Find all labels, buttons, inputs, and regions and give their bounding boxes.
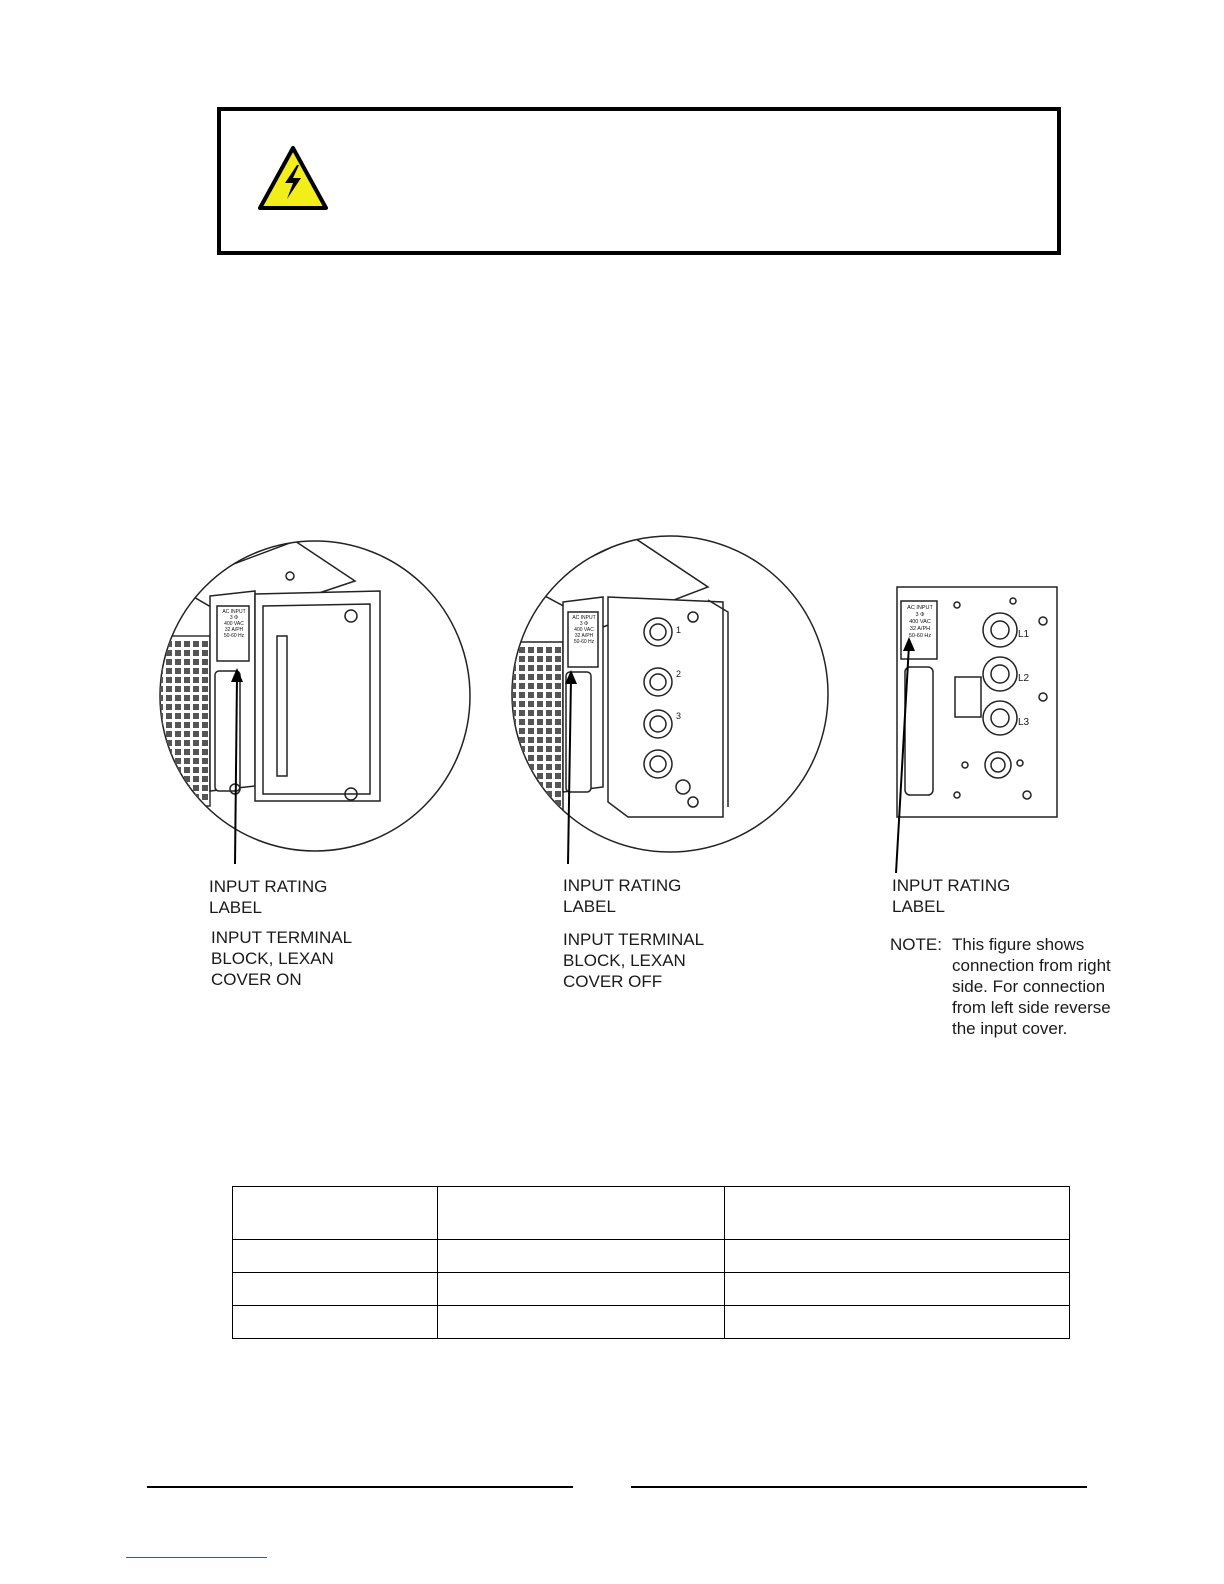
vent-slot [175,677,181,683]
vent-slot [175,794,181,800]
vent-slot [519,782,525,788]
vent-slot [175,704,181,710]
vent-slot [510,755,516,761]
vent-slot [193,704,199,710]
vent-slot [175,749,181,755]
vent-slot [202,767,208,773]
vent-slot [537,719,543,725]
vent-slot [193,740,199,746]
vent-slot [519,710,525,716]
vent-slot [157,785,163,791]
vent-slot [555,674,561,680]
vent-slot [546,719,552,725]
vent-slot [166,713,172,719]
vent-slot [166,695,172,701]
table-cell [233,1273,438,1306]
vent-slot [519,647,525,653]
vent-slot [537,764,543,770]
vent-slot [193,758,199,764]
caption-terminal-block-2: INPUT TERMINAL BLOCK, LEXAN COVER OFF [563,930,705,991]
vent-slot [546,728,552,734]
vent-slot [175,713,181,719]
table-cell [438,1273,725,1306]
vent-slot [184,686,190,692]
vent-slot [193,695,199,701]
vent-slot [519,800,525,806]
vent-slot [157,650,163,656]
vent-slot [537,701,543,707]
vent-slot [184,695,190,701]
vent-slot [157,740,163,746]
vent-slot [175,785,181,791]
vent-slot [202,704,208,710]
vent-slot [528,683,534,689]
vent-slot [193,749,199,755]
terminal-label-l2: L2 [1018,673,1030,684]
figure-note [890,934,1130,1039]
vent-slot [546,710,552,716]
vent-slot [555,764,561,770]
vent-slot [166,659,172,665]
vent-slot [157,713,163,719]
vent-slot [166,686,172,692]
terminal-number-1: 1 [676,625,682,635]
figure-cover-on [155,536,475,866]
vent-slot [193,659,199,665]
vent-slot [202,785,208,791]
footer-rule-right [631,1486,1087,1488]
vent-slot [193,767,199,773]
vent-slot [193,713,199,719]
table-cell [233,1240,438,1273]
vent-slot [157,767,163,773]
vent-slot [175,641,181,647]
vent-slot [528,764,534,770]
vent-slot [202,758,208,764]
vent-slot [519,719,525,725]
vent-slot [519,701,525,707]
vent-slot [184,722,190,728]
terminal-label-l1: L1 [1018,629,1030,640]
table-cell [233,1187,438,1240]
vent-slot [202,731,208,737]
vent-slot [510,701,516,707]
vent-slot [193,731,199,737]
vent-slot [510,791,516,797]
vent-slot [166,704,172,710]
vent-slot [528,710,534,716]
terminal-number-3: 3 [676,711,682,721]
vent-slot [546,647,552,653]
vent-slot [166,767,172,773]
vent-slot [157,794,163,800]
vent-slot [528,674,534,680]
table-cell [725,1306,1070,1339]
vent-slot [157,641,163,647]
table-cell [438,1187,725,1240]
vent-slot [184,767,190,773]
vent-slot [175,695,181,701]
vent-slot [537,800,543,806]
vent-slot [546,665,552,671]
vent-slot [546,701,552,707]
high-voltage-warning-icon [257,145,329,211]
figure-cover-off [508,532,833,867]
table-row [233,1273,1070,1306]
vent-slot [193,641,199,647]
vent-slot [555,647,561,653]
vent-slot [175,776,181,782]
vent-slot [184,713,190,719]
footer-rule-left [147,1486,573,1488]
vent-slot [157,776,163,782]
vent-slot [528,701,534,707]
vent-slot [510,764,516,770]
vent-slot [166,776,172,782]
vent-slot [510,728,516,734]
vent-slot [546,656,552,662]
vent-slot [510,773,516,779]
vent-slot [166,677,172,683]
vent-slot [202,650,208,656]
vent-slot [184,659,190,665]
vent-slot [202,695,208,701]
vent-slot [528,791,534,797]
vent-slot [175,659,181,665]
vent-slot [519,764,525,770]
vent-slot [510,737,516,743]
vent-slot [519,791,525,797]
vent-slot [184,641,190,647]
vent-slot [546,773,552,779]
vent-slot [175,758,181,764]
vent-slot [193,686,199,692]
vent-slot [157,731,163,737]
vent-slot [537,656,543,662]
vent-slot [166,668,172,674]
vent-slot [175,686,181,692]
vent-slot [555,737,561,743]
vent-slot [202,677,208,683]
note-text: This figure shows connection from right side. For connection from left side reverse the input cover. [952,935,1111,1038]
vent-slot [193,776,199,782]
rating-label-fig1: AC INPUT 3 Φ 400 VAC 32 A/PH 50-60 Hz [222,609,246,639]
vent-slot [202,659,208,665]
vent-slot [537,683,543,689]
vent-slot [157,749,163,755]
vent-slot [175,740,181,746]
vent-slot [519,737,525,743]
vent-slot [555,782,561,788]
vent-slot [537,710,543,716]
table-row [233,1187,1070,1240]
spec-table [232,1186,1070,1339]
caption-rating-label-2: INPUT RATING LABEL [563,876,682,916]
vent-slot [184,731,190,737]
terminal-label-l3: L3 [1018,717,1030,728]
vent-slot [193,677,199,683]
vent-slot [546,764,552,770]
vent-slot [184,677,190,683]
vent-slot [157,758,163,764]
vent-slot [537,791,543,797]
vent-slot [555,692,561,698]
vent-slot [546,737,552,743]
vent-slot [510,782,516,788]
rating-label-fig2: AC INPUT 3 Φ 400 VAC 32 A/PH 50-60 Hz [572,615,596,645]
vent-slot [510,683,516,689]
caption-terminal-block-1: INPUT TERMINAL BLOCK, LEXAN COVER ON [211,928,353,989]
vent-slot [202,749,208,755]
vent-slot [555,728,561,734]
vent-slot [528,782,534,788]
warning-box [217,107,1061,255]
caption-rating-label-3: INPUT RATING LABEL [892,876,1011,916]
vent-slot [519,665,525,671]
vent-slot [546,800,552,806]
vent-slot [184,668,190,674]
vent-slot [166,722,172,728]
vent-slot [175,722,181,728]
table-row [233,1306,1070,1339]
vent-slot [519,683,525,689]
vent-slot [528,656,534,662]
vent-slot [166,650,172,656]
vent-slot [202,794,208,800]
vent-slot [184,758,190,764]
vent-slot [184,650,190,656]
vent-slot [537,746,543,752]
vent-slot [166,758,172,764]
vent-slot [510,719,516,725]
terminal-number-2: 2 [676,669,682,679]
vent-slot [537,647,543,653]
vent-slot [546,782,552,788]
vent-slot [528,692,534,698]
vent-slot [546,674,552,680]
vent-slot [546,692,552,698]
vent-slot [537,692,543,698]
vent-slot [202,713,208,719]
footer-link-underline[interactable] [126,1557,267,1558]
vent-slot [193,722,199,728]
vent-slot [519,773,525,779]
vent-slot [202,641,208,647]
vent-slot [537,728,543,734]
vent-slot [166,731,172,737]
vent-slot [528,737,534,743]
vent-slot [537,737,543,743]
vent-slot [193,794,199,800]
vent-slot [528,746,534,752]
vent-slot [519,674,525,680]
vent-slot [193,650,199,656]
vent-slot [555,656,561,662]
vent-slot [519,692,525,698]
vent-slot [519,728,525,734]
vent-slot [510,692,516,698]
vent-slot [537,755,543,761]
vent-slot [510,665,516,671]
vent-slot [157,659,163,665]
vent-slot [528,665,534,671]
vent-slot [537,665,543,671]
vent-slot [519,656,525,662]
vent-slot [546,683,552,689]
table-cell [725,1187,1070,1240]
vent-slot [555,773,561,779]
table-cell [725,1240,1070,1273]
vent-slot [166,785,172,791]
table-row [233,1240,1070,1273]
vent-slot [537,773,543,779]
vent-slot [175,650,181,656]
vent-slot [202,686,208,692]
note-label: NOTE: [890,935,942,954]
vent-slot [555,710,561,716]
vent-slot [193,668,199,674]
vent-slot [528,719,534,725]
vent-slot [510,800,516,806]
vent-slot [193,785,199,791]
vent-slot [555,800,561,806]
vent-slot [528,647,534,653]
table-cell [438,1306,725,1339]
vent-slot [202,776,208,782]
vent-slot [184,740,190,746]
vent-slot [555,791,561,797]
vent-slot [528,728,534,734]
vent-slot [510,746,516,752]
caption-rating-label-1: INPUT RATING LABEL [209,877,328,917]
vent-slot [202,722,208,728]
vent-slot [555,719,561,725]
vent-slot [202,668,208,674]
vent-slot [202,740,208,746]
rating-label-fig3: AC INPUT 3 Φ 400 VAC 32 A/PH 50-60 Hz [907,605,933,639]
vent-slot [555,755,561,761]
vent-slot [510,647,516,653]
vent-slot [184,704,190,710]
table-cell [438,1240,725,1273]
vent-slot [166,794,172,800]
vent-slot [184,794,190,800]
vent-slot [546,755,552,761]
table-cell [725,1273,1070,1306]
vent-slot [184,749,190,755]
vent-slot [537,674,543,680]
vent-slot [528,800,534,806]
vent-slot [175,731,181,737]
vent-slot [555,746,561,752]
vent-slot [555,683,561,689]
vent-slot [555,665,561,671]
vent-slot [546,746,552,752]
vent-slot [528,755,534,761]
vent-slot [175,668,181,674]
table-cell [233,1306,438,1339]
vent-slot [184,785,190,791]
vent-slot [555,701,561,707]
